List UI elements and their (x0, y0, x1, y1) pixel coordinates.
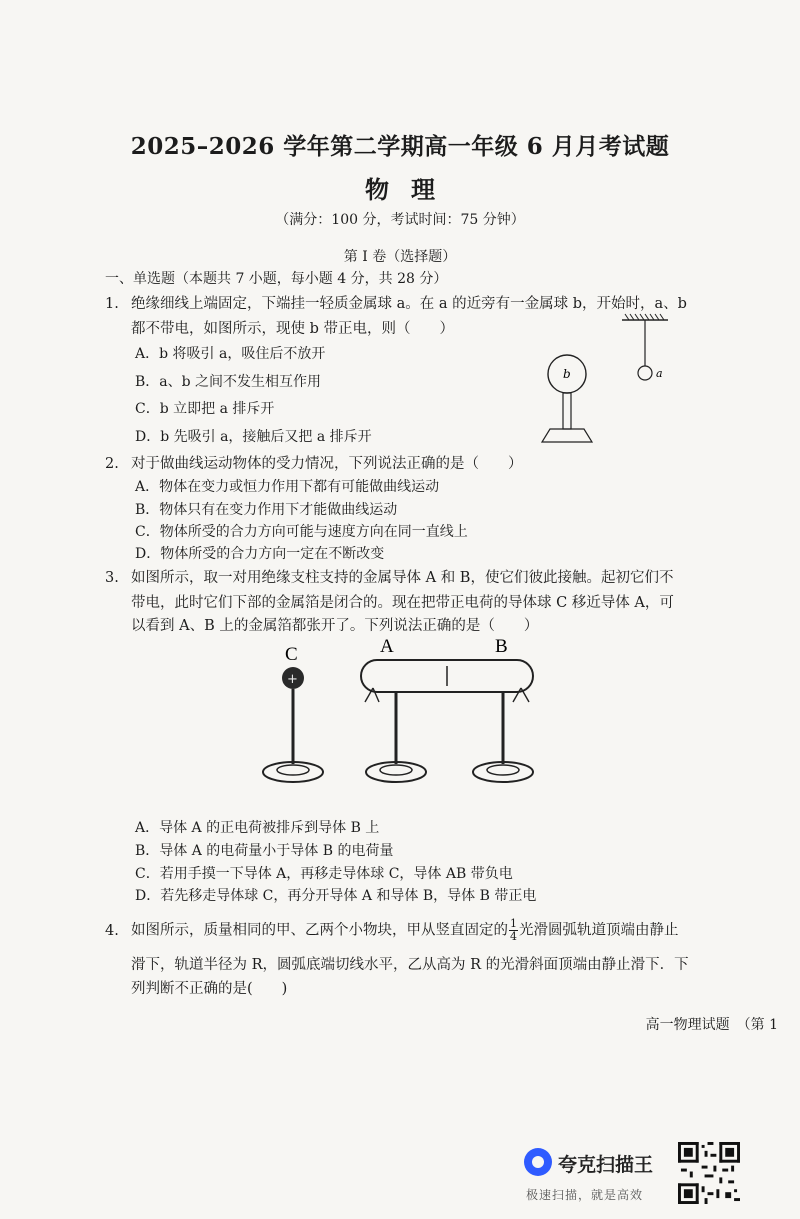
part-heading: 第 I 卷（选择题） (343, 249, 457, 265)
insulating-stand (563, 393, 571, 429)
page-footer: 高一物理试题 （第 1 (645, 1017, 778, 1033)
q3-stem-line3: 以看到 A、B 上的金属箔都张开了。下列说法正确的是（ ） (131, 618, 539, 634)
q4-stem-line2: 滑下，轨道半径为 R，圆弧底端切线水平，乙从高为 R 的光滑斜面顶端由静止滑下．下 (131, 957, 689, 973)
stand-c-base-inner (277, 765, 309, 775)
conductor-a-label: A (380, 636, 394, 657)
q1-number: 1. (105, 296, 119, 312)
scanner-logo-icon (524, 1148, 552, 1176)
stand-a-base-inner (380, 765, 412, 775)
quarter-fraction: $\frac{1}{4}$ (510, 917, 517, 943)
conductor-c-label: C (285, 644, 298, 665)
ball-a-label: a (656, 367, 663, 380)
q4-stem-line1: 4. 如图所示，质量相同的甲、乙两个小物块，甲从竖直固定的 $\frac{1}{4}$ 光滑圆弧轨道顶端由静止 (105, 917, 679, 943)
q3-option-d: D．若先移走导体球 C，再分开导体 A 和导体 B，导体 B 带正电 (135, 888, 537, 904)
q1-figure (530, 308, 710, 448)
q3-stem-line1: 3. 如图所示，取一对用绝缘支柱支持的金属导体 A 和 B，使它们彼此接触。起初它们不 (105, 570, 674, 586)
conductor-b-label: B (495, 636, 508, 657)
q2-stem: 2. 对于做曲线运动物体的受力情况，下列说法正确的是（ ） (105, 456, 523, 472)
stand-base (542, 429, 592, 442)
scanner-slogan: 极速扫描，就是高效 (526, 1188, 644, 1202)
q2-option-b: B．物体只有在变力作用下才能做曲线运动 (135, 502, 398, 518)
section-heading: 一、单选题（本题共 7 小题，每小题 4 分，共 28 分） (105, 271, 448, 287)
q4-stem-line3: 列判断不正确的是( ) (131, 981, 288, 997)
q3-figure (255, 630, 555, 800)
exam-title: 2025–2026 学年第二学期高一年级 6 月月考试题 (130, 133, 670, 160)
q2-option-d: D．物体所受的合力方向一定在不断改变 (135, 546, 385, 562)
q1-option-a: A．b 将吸引 a，吸住后不放开 (135, 346, 326, 362)
subject-title: 物理 (365, 175, 457, 204)
stand-b-base-inner (487, 765, 519, 775)
q2-number: 2. (105, 456, 119, 472)
q3-stem-line2: 带电，此时它们下部的金属箔是闭合的。现在把带正电荷的导体球 C 移近导体 A，可 (131, 595, 674, 611)
positive-charge-icon: + (287, 672, 298, 687)
qr-code-icon (678, 1142, 740, 1204)
q1-stem-line2: 都不带电，如图所示，现使 b 带正电，则（ ） (131, 321, 454, 337)
foil-a-icon (365, 688, 379, 702)
foil-b-icon (513, 688, 529, 702)
q1-option-b: B．a、b 之间不发生相互作用 (135, 374, 322, 390)
ceiling-mount (622, 314, 668, 320)
q1-option-c: C．b 立即把 a 排斥开 (135, 401, 275, 417)
q3-option-c: C．若用手摸一下导体 A，再移走导体球 C，导体 AB 带负电 (135, 866, 513, 882)
q3-number: 3. (105, 570, 119, 586)
q1-option-d: D．b 先吸引 a，接触后又把 a 排斥开 (135, 429, 372, 445)
q1-stem-line1: 1. 绝缘细线上端固定，下端挂一轻质金属球 a。在 a 的近旁有一金属球 b，开始时，a、b (105, 296, 687, 312)
q2-option-a: A．物体在变力或恒力作用下都有可能做曲线运动 (135, 479, 440, 495)
scanner-watermark (524, 1148, 674, 1208)
ball-b-label: b (563, 367, 571, 381)
scanner-app-name: 夸克扫描王 (558, 1154, 654, 1176)
score-time-line: （满分：100 分，考试时间：75 分钟） (275, 212, 525, 228)
q2-option-c: C．物体所受的合力方向可能与速度方向在同一直线上 (135, 524, 468, 540)
q4-number: 4. (105, 922, 119, 939)
q3-option-a: A．导体 A 的正电荷被排斥到导体 B 上 (135, 820, 380, 836)
ball-a (638, 366, 652, 380)
q3-option-b: B．导体 A 的电荷量小于导体 B 的电荷量 (135, 843, 394, 859)
